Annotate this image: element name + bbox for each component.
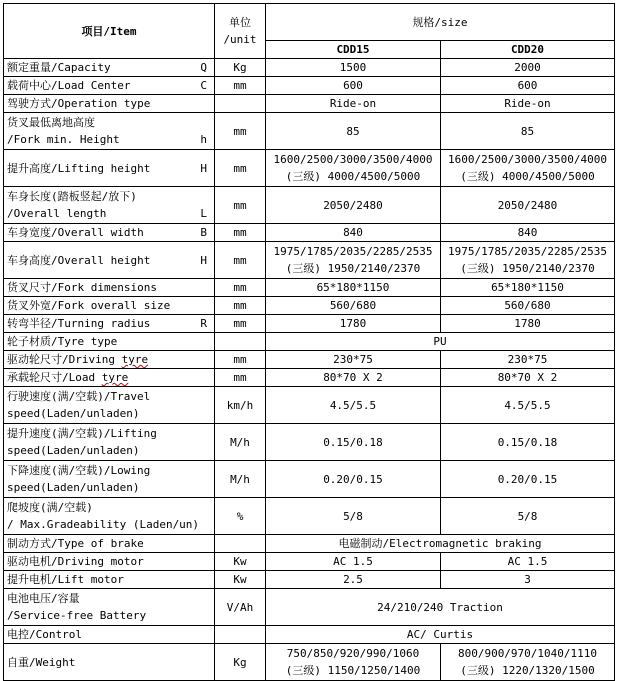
row-value-cdd15: 840 <box>266 224 441 242</box>
header-item: 项目/Item <box>4 4 215 59</box>
row-label <box>4 333 215 351</box>
table-row <box>4 387 615 424</box>
row-label-text: 驱动轮尺寸/Driving tyre <box>7 353 149 366</box>
table-row <box>4 315 615 333</box>
row-value-cdd15: 1500 <box>266 59 441 77</box>
row-label-text: 提升速度(满/空载)/Lifting speed(Laden/unladen) <box>7 427 157 457</box>
row-value-cdd15: 65*180*1150 <box>266 279 441 297</box>
row-value-cdd20: 1600/2500/3000/3500/4000 (三级) 4000/4500/5000 <box>441 150 615 187</box>
row-value-cdd20: 0.20/0.15 <box>441 461 615 498</box>
row-label <box>4 571 215 589</box>
row-value-cdd15: 4.5/5.5 <box>266 387 441 424</box>
table-row <box>4 571 615 589</box>
row-label <box>4 59 215 77</box>
row-label-text: 额定重量/Capacity <box>7 61 111 74</box>
row-value-cdd20: 1780 <box>441 315 615 333</box>
row-unit: km/h <box>215 387 266 424</box>
row-label <box>4 626 215 644</box>
row-value-cdd15: 600 <box>266 77 441 95</box>
row-unit <box>215 333 266 351</box>
row-symbol: L <box>200 207 207 220</box>
table-row <box>4 626 615 644</box>
table-row <box>4 95 615 113</box>
row-label-text: 爬坡度(满/空载) / Max.Gradeability (Laden/un) <box>7 501 200 531</box>
row-value-cdd20: 2000 <box>441 59 615 77</box>
row-label <box>4 498 215 535</box>
table-row <box>4 113 615 150</box>
row-value-cdd15: 0.15/0.18 <box>266 424 441 461</box>
row-label-text: 车身宽度/Overall width <box>7 226 144 239</box>
row-label <box>4 315 215 333</box>
row-value-cdd15: 85 <box>266 113 441 150</box>
row-value-cdd20: 230*75 <box>441 351 615 369</box>
row-value-cdd15: 80*70 X 2 <box>266 369 441 387</box>
row-label <box>4 387 215 424</box>
row-label-text: 自重/Weight <box>7 655 76 669</box>
row-unit: M/h <box>215 424 266 461</box>
row-label-text: 车身长度(踏板竖起/放下) /Overall length <box>7 190 137 220</box>
row-label-text: 轮子材质/Tyre type <box>7 335 118 348</box>
table-row <box>4 369 615 387</box>
table-row <box>4 351 615 369</box>
row-unit: Kw <box>215 571 266 589</box>
row-value-cdd20: 3 <box>441 571 615 589</box>
row-label <box>4 369 215 387</box>
row-label <box>4 150 215 187</box>
row-value-cdd15: 560/680 <box>266 297 441 315</box>
row-value-cdd20: AC 1.5 <box>441 553 615 571</box>
row-unit: mm <box>215 150 266 187</box>
row-value-shared: 电磁制动/Electromagnetic braking <box>266 535 615 553</box>
row-label <box>4 535 215 553</box>
header-unit: 单位 /unit <box>215 4 266 59</box>
row-value-cdd20: 1975/1785/2035/2285/2535 (三级) 1950/2140/2370 <box>441 242 615 279</box>
table-row <box>4 279 615 297</box>
row-value-cdd15: 1780 <box>266 315 441 333</box>
table-row <box>4 424 615 461</box>
row-value-shared: PU <box>266 333 615 351</box>
row-value-shared: 24/210/240 Traction <box>266 589 615 626</box>
row-unit: mm <box>215 351 266 369</box>
row-label <box>4 351 215 369</box>
table-row <box>4 59 615 77</box>
row-value-cdd15: 2050/2480 <box>266 187 441 224</box>
row-unit: Kg <box>215 59 266 77</box>
row-value-cdd20: 560/680 <box>441 297 615 315</box>
header-spec: 规格/size <box>266 4 615 41</box>
table-row <box>4 333 615 351</box>
row-value-cdd20: 65*180*1150 <box>441 279 615 297</box>
row-value-cdd20: 5/8 <box>441 498 615 535</box>
row-value-cdd15: 750/850/920/990/1060 (三级) 1150/1250/1400 <box>266 644 441 681</box>
row-unit <box>215 95 266 113</box>
model-cdd20: CDD20 <box>441 41 615 59</box>
row-unit: M/h <box>215 461 266 498</box>
row-value-cdd15: 0.20/0.15 <box>266 461 441 498</box>
table-row <box>4 498 615 535</box>
row-value-cdd15: 5/8 <box>266 498 441 535</box>
table-row <box>4 242 615 279</box>
row-value-cdd20: 4.5/5.5 <box>441 387 615 424</box>
row-label-text: 驾驶方式/Operation type <box>7 97 151 110</box>
row-label-text: 下降速度(满/空载)/Lowing speed(Laden/unladen) <box>7 464 151 494</box>
row-label-text: 电控/Control <box>7 628 82 641</box>
table-row <box>4 297 615 315</box>
row-label <box>4 461 215 498</box>
row-symbol: C <box>200 79 207 92</box>
row-value-cdd20: 800/900/970/1040/1110 (三级) 1220/1320/1500 <box>441 644 615 681</box>
table-row <box>4 224 615 242</box>
table-row <box>4 461 615 498</box>
row-unit: mm <box>215 297 266 315</box>
table-row <box>4 150 615 187</box>
row-label-text: 货叉最低离地高度 /Fork min. Height <box>7 116 120 146</box>
row-unit: V/Ah <box>215 589 266 626</box>
row-value-cdd20: Ride-on <box>441 95 615 113</box>
row-label <box>4 279 215 297</box>
model-cdd15: CDD15 <box>266 41 441 59</box>
table-row <box>4 535 615 553</box>
row-label-text: 承载轮尺寸/Load tyre <box>7 371 129 384</box>
row-value-cdd20: 2050/2480 <box>441 187 615 224</box>
row-label-text: 提升高度/Lifting height <box>7 161 151 175</box>
row-unit: mm <box>215 369 266 387</box>
row-symbol: h <box>200 133 207 146</box>
row-symbol: H <box>200 161 207 175</box>
row-label <box>4 644 215 681</box>
table-row <box>4 187 615 224</box>
row-symbol: B <box>200 226 207 239</box>
row-label <box>4 224 215 242</box>
row-unit: mm <box>215 242 266 279</box>
row-label <box>4 553 215 571</box>
row-unit: mm <box>215 279 266 297</box>
row-value-cdd15: 1975/1785/2035/2285/2535 (三级) 1950/2140/2370 <box>266 242 441 279</box>
row-unit: mm <box>215 77 266 95</box>
row-value-cdd20: 0.15/0.18 <box>441 424 615 461</box>
row-unit: mm <box>215 315 266 333</box>
table-row <box>4 589 615 626</box>
row-unit: Kg <box>215 644 266 681</box>
row-value-shared: AC/ Curtis <box>266 626 615 644</box>
row-label-text: 电池电压/容量 /Service-free Battery <box>7 592 147 622</box>
row-label-text: 车身高度/Overall height <box>7 253 151 267</box>
row-label-text: 提升电机/Lift motor <box>7 573 124 586</box>
row-unit <box>215 535 266 553</box>
row-value-cdd15: AC 1.5 <box>266 553 441 571</box>
row-symbol: R <box>200 317 207 330</box>
row-label <box>4 589 215 626</box>
row-label <box>4 95 215 113</box>
row-label-text: 转弯半径/Turning radius <box>7 317 151 330</box>
row-label <box>4 113 215 150</box>
row-label-text: 货叉尺寸/Fork dimensions <box>7 281 157 294</box>
row-label <box>4 187 215 224</box>
row-unit <box>215 626 266 644</box>
table-row <box>4 77 615 95</box>
row-value-cdd20: 85 <box>441 113 615 150</box>
row-label <box>4 297 215 315</box>
row-label-text: 载荷中心/Load Center <box>7 79 131 92</box>
row-label <box>4 424 215 461</box>
spec-table <box>3 3 615 681</box>
row-value-cdd20: 80*70 X 2 <box>441 369 615 387</box>
row-value-cdd20: 600 <box>441 77 615 95</box>
row-unit: mm <box>215 113 266 150</box>
row-label-text: 制动方式/Type of brake <box>7 537 144 550</box>
row-value-cdd15: 1600/2500/3000/3500/4000 (三级) 4000/4500/5000 <box>266 150 441 187</box>
table-row <box>4 553 615 571</box>
row-symbol: Q <box>200 61 207 74</box>
row-value-cdd15: 230*75 <box>266 351 441 369</box>
row-unit: mm <box>215 187 266 224</box>
row-value-cdd20: 840 <box>441 224 615 242</box>
table-row <box>4 644 615 681</box>
row-value-cdd15: 2.5 <box>266 571 441 589</box>
row-label <box>4 242 215 279</box>
row-unit: Kw <box>215 553 266 571</box>
row-label <box>4 77 215 95</box>
row-unit: % <box>215 498 266 535</box>
row-unit: mm <box>215 224 266 242</box>
row-symbol: H <box>200 253 207 267</box>
row-label-text: 货叉外宽/Fork overall size <box>7 299 171 312</box>
header-row <box>4 4 615 41</box>
row-label-text: 行驶速度(满/空载)/Travel speed(Laden/unladen) <box>7 390 151 420</box>
row-label-text: 驱动电机/Driving motor <box>7 555 144 568</box>
row-value-cdd15: Ride-on <box>266 95 441 113</box>
